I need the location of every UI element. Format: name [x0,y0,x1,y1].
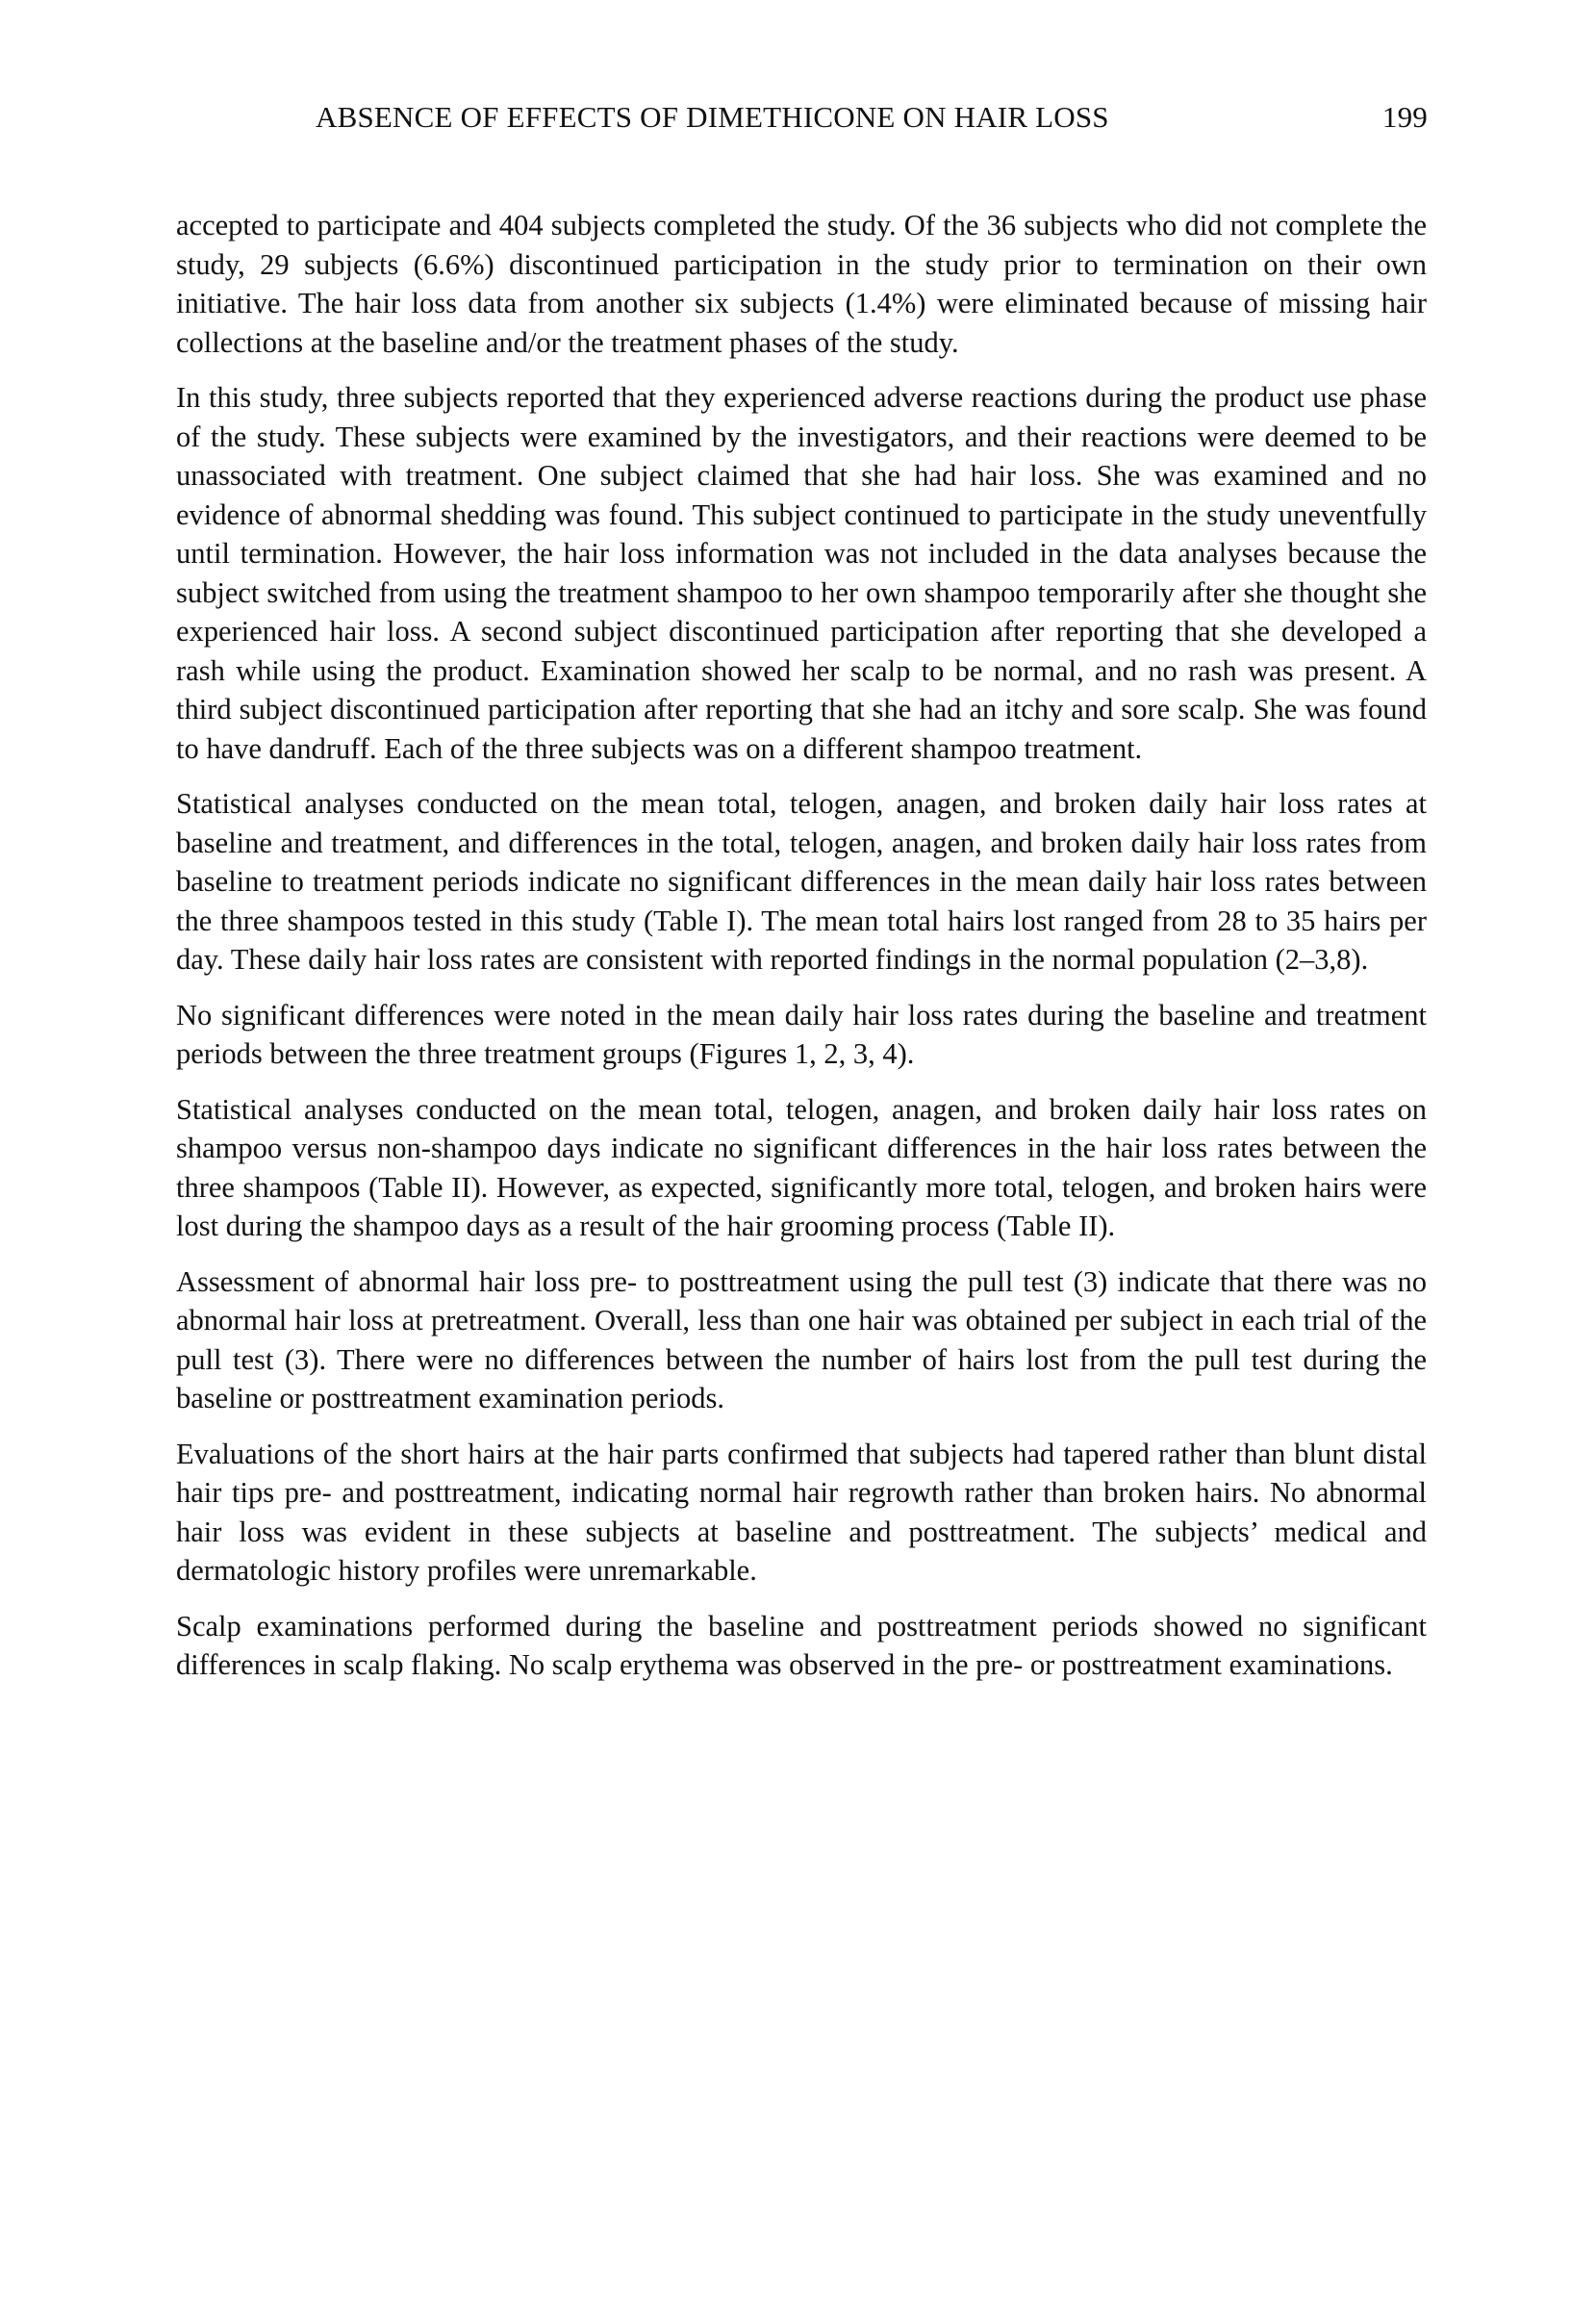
paragraph-pull-test: Assessment of abnormal hair loss pre- to posttreatment using the pull test (3) indicate that there was no abnormal hair loss at pretreatment. Overall, less than one hair was obtained per subject in each trial of the pull test (3). There were no differences between the number of hairs lost from the pull test during the baseline or posttreatment examination periods. [176,1264,1427,1414]
page-number: 199 [1381,100,1428,134]
running-header [316,100,1428,139]
body-text [176,206,1427,1701]
paragraph-no-significant-differences: No significant differences were noted in the mean daily hair loss rates during the baseline and treatment periods between the three treatment groups (Figures 1, 2, 3, 4). [176,998,1427,1070]
paragraph-statistical-analyses-table-2: Statistical analyses conducted on the mean total, telogen, anagen, and broken daily hair loss rates on shampoo versus non-shampoo days indicate no significant differences in the hair loss rates between the three shampoos (Table II). However, as expected, significantly more total, telogen, and broken hairs were lost during the shampoo days as a result of the hair grooming process (Table II). [176,1092,1427,1242]
paragraph-short-hair-evaluation: Evaluations of the short hairs at the hair parts confirmed that subjects had tapered rather than blunt distal hair tips pre- and posttreatment, indicating normal hair regrowth rather than broken hairs. No abnormal hair loss was evident in these subjects at baseline and posttreatment. The subjects’ medical and dermatologic history profiles were unremarkable. [176,1437,1427,1587]
paragraph-subject-completion: accepted to participate and 404 subjects completed the study. Of the 36 subjects who did not complete the study, 29 subjects (6.6%) discontinued participation in the study prior to termination on their own initiative. The hair loss data from another six subjects (1.4%) were eliminated because of missing hair collections at the baseline and/or the treatment phases of the study. [176,209,1427,359]
paragraph-scalp-examinations: Scalp examinations performed during the baseline and posttreatment periods showed no significant differences in scalp flaking. No scalp erythema was observed in the pre- or posttreatment examinations. [176,1609,1427,1681]
running-title: ABSENCE OF EFFECTS OF DIMETHICONE ON HAIR LOSS [316,100,1109,134]
paragraph-statistical-analyses-table-1: Statistical analyses conducted on the mean total, telogen, anagen, and broken daily hair loss rates at baseline and treatment, and differences in the total, telogen, anagen, and broken daily hair loss rates from baseline to treatment periods indicate no significant differences in the mean daily hair loss rates between the three shampoos tested in this study (Table I). The mean total hairs lost ranged from 28 to 35 hairs per day. These daily hair loss rates are consistent with reported findings in the normal population (2–3,8). [176,787,1427,976]
paragraph-adverse-reactions: In this study, three subjects reported that they experienced adverse reactions during the product use phase of the study. These subjects were examined by the investigators, and their reactions were deemed to be unassociated with treatment. One subject claimed that she had hair loss. She was examined and no evidence of abnormal shedding was found. This subject continued to participate in the study uneventfully until termination. However, the hair loss information was not included in the data analyses because the subject switched from using the treatment shampoo to her own shampoo temporarily after she thought she experienced hair loss. A second subject discontinued participation after reporting that she developed a rash while using the product. Examination showed her scalp to be normal, and no rash was present. A third subject discontinued participation after reporting that she had an itchy and sore scalp. She was found to have dandruff. Each of the three subjects was on a different shampoo treatment. [176,381,1427,765]
